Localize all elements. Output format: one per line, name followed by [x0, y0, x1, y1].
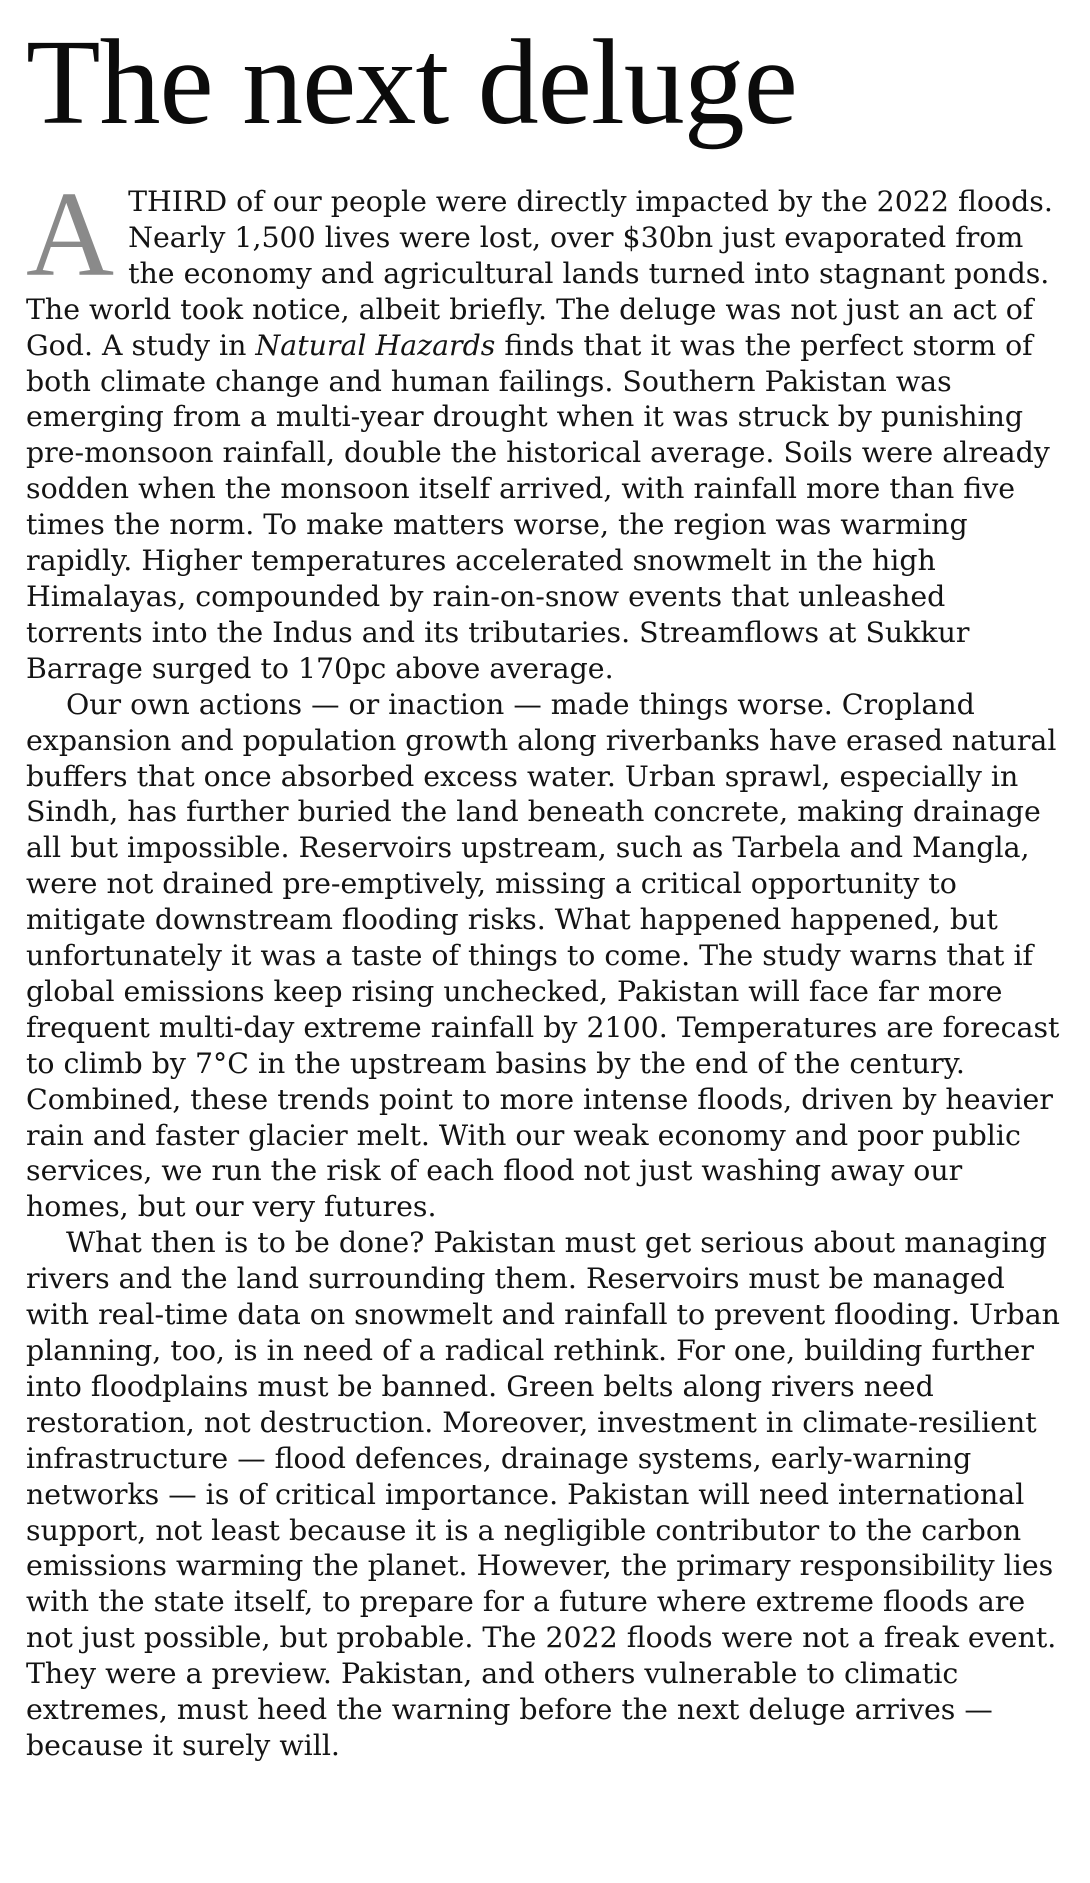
editorial-article — [26, 0, 1066, 1883]
journal-name: Natural Hazards — [255, 328, 496, 362]
paragraph-1-text: THIRD of our people were directly impacted by the 2022 floods. Nearly 1,500 lives were lost, over $30bn just evaporated from the economy and agricultural lands turned into stagnant ponds. The world took notice, albeit briefly. The deluge was not just an act of God. A study in — [26, 185, 1053, 362]
headline: The next deluge — [26, 15, 797, 150]
drop-cap: A — [26, 167, 115, 302]
paragraph-3: What then is to be done? Pakistan must get serious about managing rivers and the land surrounding them. Reservoirs must be managed with real-time data on snowmelt and rainfall to prevent flooding. Urban planning, too, is in need of a radical rethink. For one, building further into floodplains must be banned. Green belts along rivers need restoration, not destruction. Moreover, investment in climate-resilient infrastructure — flood defences, drainage systems, early-warning networks — is of critical importance. Pakistan will need international support, not least because it is a negligible contributor to the carbon emissions warming the planet. However, the primary responsibility lies with the state itself, to prepare for a future where extreme floods are not just possible, but probable. The 2022 floods were not a freak event. They were a preview. Pakistan, and others vulnerable to climatic extremes, must heed the warning before the next deluge arrives — because it surely will. — [26, 1226, 1060, 1762]
article-body — [26, 167, 1066, 1764]
paragraph-1 — [26, 167, 1066, 687]
paragraph-2: Our own actions — or inaction — made things worse. Cropland expansion and population growth along riverbanks have erased natural buffers that once absorbed excess water. Urban sprawl, especially in Sindh, has further buried the land beneath concrete, making drainage all but impossible. Reservoirs upstream, such as Tarbela and Mangla, were not drained pre-emptively, missing a critical opportunity to mitigate downstream flooding risks. What happened happened, but unfortunately it was a taste of things to come. The study warns that if global emissions keep rising unchecked, Pakistan will face far more frequent multi-day extreme rainfall by 2100. Temperatures are forecast to climb by 7°C in the upstream basins by the end of the century. Combined, these trends point to more intense floods, driven by heavier rain and faster glacier melt. With our weak economy and poor public services, we run the risk of each flood not just washing away our homes, but our very futures. — [26, 687, 1060, 1224]
paragraph-1-rest: finds that it was the perfect storm of both climate change and human failings. Southern Pakistan was emerging from a multi-year drought when it was struck by punishing pre-monsoon rainfall, double the historical average. Soils were already sodden when the monsoon itself arrived, with rainfall more than five times the norm. To make matters worse, the region was warming rapidly. Higher temperatures accelerated snowmelt in the high Himalayas, compounded by rain-on-snow events that unleashed torrents into the Indus and its tributaries. Streamflows at Sukkur Barrage surged to 170pc above average. — [26, 328, 1050, 685]
